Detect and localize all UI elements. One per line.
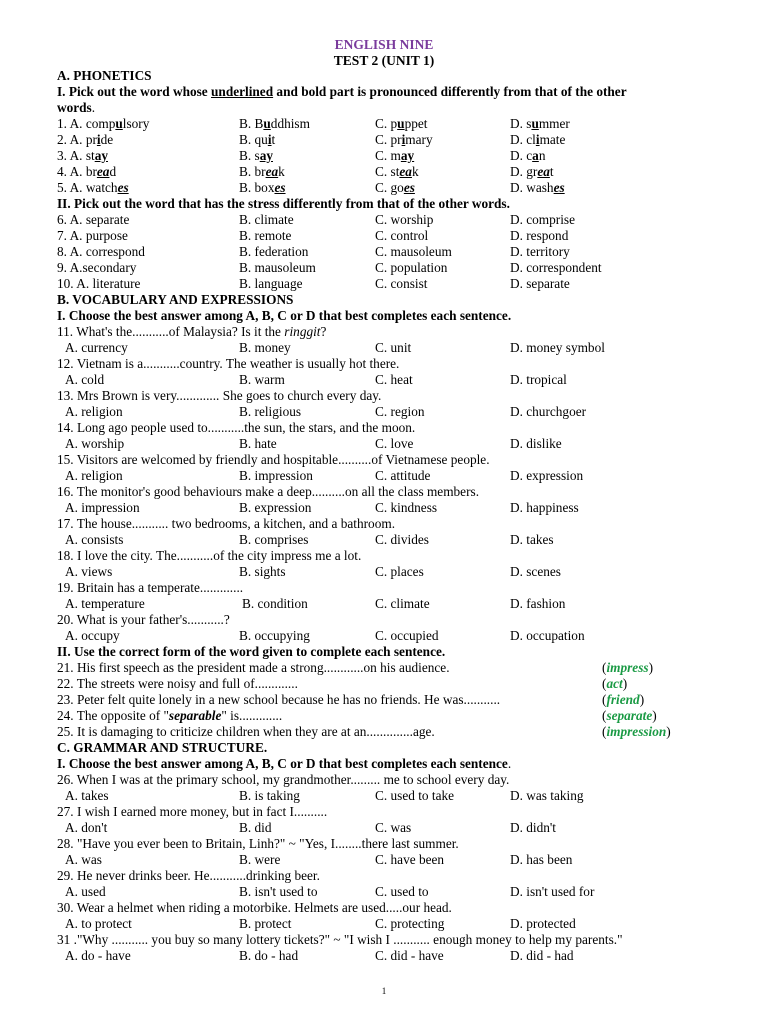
question-stem: 13. Mrs Brown is very............. She goes to church every day. (57, 388, 382, 403)
option-text: B. s (239, 148, 260, 163)
answer-options (57, 948, 737, 964)
question-row (57, 148, 737, 164)
option-d: D. expression (510, 468, 584, 483)
answer-options (57, 628, 737, 644)
question-row (57, 132, 737, 148)
option-text: C. go (375, 180, 404, 195)
option-d: D. did - had (510, 948, 574, 963)
option-b: B. comprises (239, 532, 309, 547)
option-text: ppet (404, 116, 428, 131)
option-text: 1. A. comp (57, 116, 116, 131)
question-stem: 18. I love the city. The...........of the city impress me a lot. (57, 548, 362, 563)
answer-options (57, 468, 737, 484)
option-b: B. do - had (239, 948, 299, 963)
option-b: B. did (239, 820, 272, 835)
option-c (375, 116, 427, 132)
option-c: C. kindness (375, 500, 438, 515)
option-a (57, 148, 108, 164)
option-d: D. has been (510, 852, 573, 867)
option-d: D. separate (510, 276, 570, 291)
option-d: D. takes (510, 532, 554, 547)
hint-word: separate (606, 708, 653, 723)
option-c: C. worship (375, 212, 434, 227)
option-a: A. occupy (65, 628, 120, 643)
underlined-part: es (403, 180, 415, 195)
underlined-part: a (532, 148, 539, 163)
answer-options (57, 852, 737, 868)
underlined-part: u (115, 116, 123, 131)
question-row (57, 164, 737, 180)
answer-options (57, 500, 737, 516)
question-row (57, 708, 737, 724)
option-b: B. sights (239, 564, 286, 579)
option-a: A. impression (65, 500, 140, 515)
underlined-part: es (274, 180, 286, 195)
hint-word: impress (606, 660, 649, 675)
option-c: C. was (375, 820, 412, 835)
option-text: k (278, 164, 285, 179)
question-row (57, 676, 737, 692)
answer-options (57, 916, 737, 932)
underlined-part: u (397, 116, 405, 131)
stem-text: " is............. (221, 708, 283, 723)
option-b: B. isn't used to (239, 884, 318, 899)
option-text: mary (405, 132, 433, 147)
test-content (57, 68, 737, 964)
answer-options (57, 436, 737, 452)
underlined-part: ea (265, 164, 279, 179)
underlined-part: i (267, 132, 272, 147)
option-text: 4. A. br (57, 164, 97, 179)
question-stem: 14. Long ago people used to...........the sun, the stars, and the moon. (57, 420, 416, 435)
option-c: C. divides (375, 532, 429, 547)
stem-text: 24. The opposite of " (57, 708, 169, 723)
option-a: A. to protect (65, 916, 132, 931)
phonetics-questions (57, 116, 737, 196)
option-b: B. warm (239, 372, 285, 387)
option-b: B. federation (239, 244, 309, 259)
option-text: D. wash (510, 180, 554, 195)
section-heading-phonetics: A. PHONETICS (57, 68, 152, 83)
option-c: C. climate (375, 596, 430, 611)
option-b (239, 164, 285, 180)
underlined-part: ea (537, 164, 550, 179)
option-d: D. churchgoer (510, 404, 587, 419)
question-stem: 28. "Have you ever been to Britain, Linh?" ~ "Yes, I........there last summer. (57, 836, 459, 851)
option-c: C. consist (375, 276, 428, 291)
hint-word: act (606, 676, 623, 691)
stem-text: 25. It is damaging to criticize children when they are at an..............age. (57, 724, 435, 739)
option-text: B. B (239, 116, 264, 131)
underlined-part: u (531, 116, 539, 131)
answer-options (57, 340, 737, 356)
option-c: C. heat (375, 372, 413, 387)
option-c: C. protecting (375, 916, 445, 931)
question-row (57, 116, 737, 132)
word-hint (602, 692, 644, 708)
option-a (57, 132, 113, 148)
option-b: B. remote (239, 228, 292, 243)
page-number: 1 (381, 986, 387, 996)
answer-options (57, 820, 737, 836)
option-d (510, 116, 570, 132)
option-c: C. love (375, 436, 414, 451)
option-text: n (538, 148, 546, 163)
question-stem: 17. The house........... two bedrooms, a kitchen, and a bathroom. (57, 516, 396, 531)
option-d: D. comprise (510, 212, 575, 227)
answer-options (57, 404, 737, 420)
option-c: C. places (375, 564, 424, 579)
question-row (57, 660, 737, 676)
option-a: A. do - have (65, 948, 131, 963)
option-text: 3. A. st (57, 148, 95, 163)
answer-options (57, 372, 737, 388)
option-d: D. money symbol (510, 340, 605, 355)
option-d: D. tropical (510, 372, 567, 387)
answer-options (57, 564, 737, 580)
question-row (57, 276, 737, 292)
underlined-part: ay (400, 148, 415, 163)
option-text: B. box (239, 180, 275, 195)
stem-text: 22. The streets were noisy and full of............. (57, 676, 298, 691)
underlined-part: i (401, 132, 406, 147)
option-d: D. isn't used for (510, 884, 595, 899)
option-text: C. m (375, 148, 401, 163)
option-d (510, 148, 545, 164)
answer-options (57, 532, 737, 548)
option-text: mate (539, 132, 566, 147)
option-c: C. used to take (375, 788, 455, 803)
option-a: 6. A. separate (57, 212, 130, 227)
option-b (239, 132, 275, 148)
option-text: t (549, 164, 554, 179)
instruction-vocabulary-1: I. Choose the best answer among A, B, C or D that best completes each sentence. (57, 308, 512, 323)
option-a (57, 164, 116, 180)
question-stem (57, 676, 298, 691)
underlined-part: es (553, 180, 565, 195)
option-text: mmer (538, 116, 570, 131)
option-c (375, 164, 419, 180)
question-stem: 30. Wear a helmet when riding a motorbike. Helmets are used.....our head. (57, 900, 452, 915)
option-text: de (100, 132, 114, 147)
option-d: D. fashion (510, 596, 566, 611)
paren: ) (639, 692, 645, 707)
option-c: C. control (375, 228, 429, 243)
document-title: ENGLISH NINE (334, 37, 434, 52)
option-c: C. unit (375, 340, 412, 355)
option-text: 2. A. pr (57, 132, 97, 147)
underlined-part: u (263, 116, 271, 131)
option-c (375, 148, 414, 164)
paren: ( (602, 724, 607, 739)
option-text: t (271, 132, 276, 147)
paren: ) (652, 708, 657, 723)
option-b: B. is taking (239, 788, 300, 803)
option-text: D. gr (510, 164, 538, 179)
option-text: lsory (122, 116, 150, 131)
option-text: D. cl (510, 132, 536, 147)
option-d: D. correspondent (510, 260, 602, 275)
option-b (239, 148, 273, 164)
option-a: A. views (65, 564, 113, 579)
option-b: B. money (239, 340, 291, 355)
option-a: A. takes (65, 788, 109, 803)
hint-word: friend (606, 692, 640, 707)
question-stem (57, 708, 282, 723)
option-text: C. p (375, 116, 398, 131)
option-d: D. occupation (510, 628, 585, 643)
question-row (57, 244, 737, 260)
question-stem: 31 ."Why ........... you buy so many lottery tickets?" ~ "I wish I ........... enough money to help my parents." (57, 932, 623, 947)
option-d: D. didn't (510, 820, 556, 835)
question-stem (57, 660, 450, 675)
option-a: 9. A.secondary (57, 260, 137, 275)
section-heading-grammar: C. GRAMMAR AND STRUCTURE. (57, 740, 268, 755)
option-a: 10. A. literature (57, 276, 141, 291)
question-stem (57, 692, 500, 707)
option-a: A. used (65, 884, 106, 899)
option-a (57, 116, 149, 132)
paren: ) (648, 660, 653, 675)
option-b (239, 180, 286, 196)
option-d: D. respond (510, 228, 569, 243)
question-stem: 26. When I was at the primary school, my grandmother......... me to school every day. (57, 772, 510, 787)
option-b: B. hate (239, 436, 277, 451)
option-d: D. protected (510, 916, 576, 931)
option-a: A. religion (65, 468, 123, 483)
question-row (57, 724, 737, 740)
option-c (375, 132, 433, 148)
option-a: 7. A. purpose (57, 228, 128, 243)
option-a: 8. A. correspond (57, 244, 145, 259)
question-stem: 19. Britain has a temperate............. (57, 580, 244, 595)
option-d: D. scenes (510, 564, 561, 579)
option-d: D. was taking (510, 788, 584, 803)
option-text: d (109, 164, 117, 179)
word-hint (602, 660, 653, 676)
underlined-part: i (96, 132, 101, 147)
word-hint (602, 724, 671, 740)
instruction-stress: II. Pick out the word that has the stress differently from that of the other words. (57, 196, 510, 211)
option-text: D. s (510, 116, 532, 131)
document-subtitle: TEST 2 (UNIT 1) (333, 53, 435, 68)
option-d (510, 180, 565, 196)
option-b: B. condition (242, 596, 308, 611)
stem-text: 21. His first speech as the president made a strong............on his audience. (57, 660, 450, 675)
option-text: k (411, 164, 419, 179)
question-stem: 15. Visitors are welcomed by friendly and hospitable..........of Vietnamese people. (57, 452, 490, 467)
option-d: D. happiness (510, 500, 579, 515)
question-stem: 16. The monitor's good behaviours make a deep..........on all the class members. (57, 484, 480, 499)
paren: ( (602, 676, 607, 691)
option-c: C. population (375, 260, 448, 275)
grammar-questions (57, 772, 737, 964)
option-a (57, 180, 129, 196)
vocabulary-questions (57, 356, 737, 644)
option-b: B. protect (239, 916, 292, 931)
underlined-part: es (117, 180, 129, 195)
question-stem: 20. What is your father's...........? (57, 612, 230, 627)
paren: ( (602, 708, 607, 723)
option-b: B. language (239, 276, 303, 291)
option-b: B. climate (239, 212, 294, 227)
underlined-part: ay (94, 148, 108, 163)
underlined-part: ea (96, 164, 110, 179)
option-b: B. were (239, 852, 281, 867)
option-text: B. br (239, 164, 266, 179)
option-text: 5. A. watch (57, 180, 118, 195)
question-row (57, 228, 737, 244)
option-a: A. temperature (65, 596, 145, 611)
answer-options (57, 884, 737, 900)
word-hint (602, 708, 657, 724)
paren: ) (622, 676, 628, 691)
word-form-questions (57, 660, 737, 740)
section-heading-vocabulary: B. VOCABULARY AND EXPRESSIONS (57, 292, 294, 307)
question-row (57, 692, 737, 708)
option-c: C. used to (375, 884, 429, 899)
hint-word: impression (606, 724, 667, 739)
option-d: D. territory (510, 244, 570, 259)
question-stem: 12. Vietnam is a...........country. The weather is usually hot there. (57, 356, 400, 371)
option-a: A. religion (65, 404, 123, 419)
option-c: C. have been (375, 852, 445, 867)
option-text: D. c (510, 148, 533, 163)
option-a: A. cold (65, 372, 105, 387)
instruction-word-form: II. Use the correct form of the word given to complete each sentence. (57, 644, 446, 659)
option-d: D. dislike (510, 436, 562, 451)
option-c: C. region (375, 404, 425, 419)
paren: ( (602, 660, 607, 675)
option-d (510, 164, 554, 180)
underlined-part: i (535, 132, 540, 147)
instruction-phonetics-1: I. Pick out the word whose underlined and bold part is pronounced differently from that of the other words. (57, 84, 627, 115)
question-stem: 29. He never drinks beer. He...........drinking beer. (57, 868, 320, 883)
question-stem: 27. I wish I earned more money, but in fact I.......... (57, 804, 328, 819)
underlined-part: ea (399, 164, 412, 179)
stress-questions (57, 212, 737, 292)
option-c (375, 180, 415, 196)
option-c: C. mausoleum (375, 244, 452, 259)
option-c: C. did - have (375, 948, 444, 963)
option-b: B. impression (239, 468, 313, 483)
option-b: B. occupying (239, 628, 310, 643)
emphasized-word: separable (168, 708, 222, 723)
instruction-grammar-1: I. Choose the best answer among A, B, C or D that best completes each sentence. (57, 756, 512, 771)
option-c: C. attitude (375, 468, 431, 483)
option-a: A. consists (65, 532, 124, 547)
option-a: A. currency (65, 340, 128, 355)
answer-options (57, 788, 737, 804)
paren: ( (602, 692, 607, 707)
question-stem: 11. What's the...........of Malaysia? Is it the ringgit? (57, 324, 327, 339)
option-text: C. st (375, 164, 400, 179)
word-hint (602, 676, 627, 692)
question-row (57, 260, 737, 276)
question-row (57, 180, 737, 196)
option-b: B. expression (239, 500, 312, 515)
option-a: A. worship (65, 436, 125, 451)
option-text: B. qu (239, 132, 268, 147)
answer-options (57, 596, 737, 612)
option-d (510, 132, 565, 148)
option-text: ddhism (270, 116, 310, 131)
option-text: C. pr (375, 132, 402, 147)
option-b (239, 116, 310, 132)
option-b: B. mausoleum (239, 260, 316, 275)
paren: ) (666, 724, 671, 739)
question-row (57, 212, 737, 228)
option-a: A. was (65, 852, 102, 867)
question-stem (57, 724, 435, 739)
stem-text: 23. Peter felt quite lonely in a new school because he has no friends. He was........... (57, 692, 501, 707)
underlined-part: ay (259, 148, 273, 163)
option-c: C. occupied (375, 628, 439, 643)
option-a: A. don't (65, 820, 108, 835)
option-b: B. religious (239, 404, 302, 419)
